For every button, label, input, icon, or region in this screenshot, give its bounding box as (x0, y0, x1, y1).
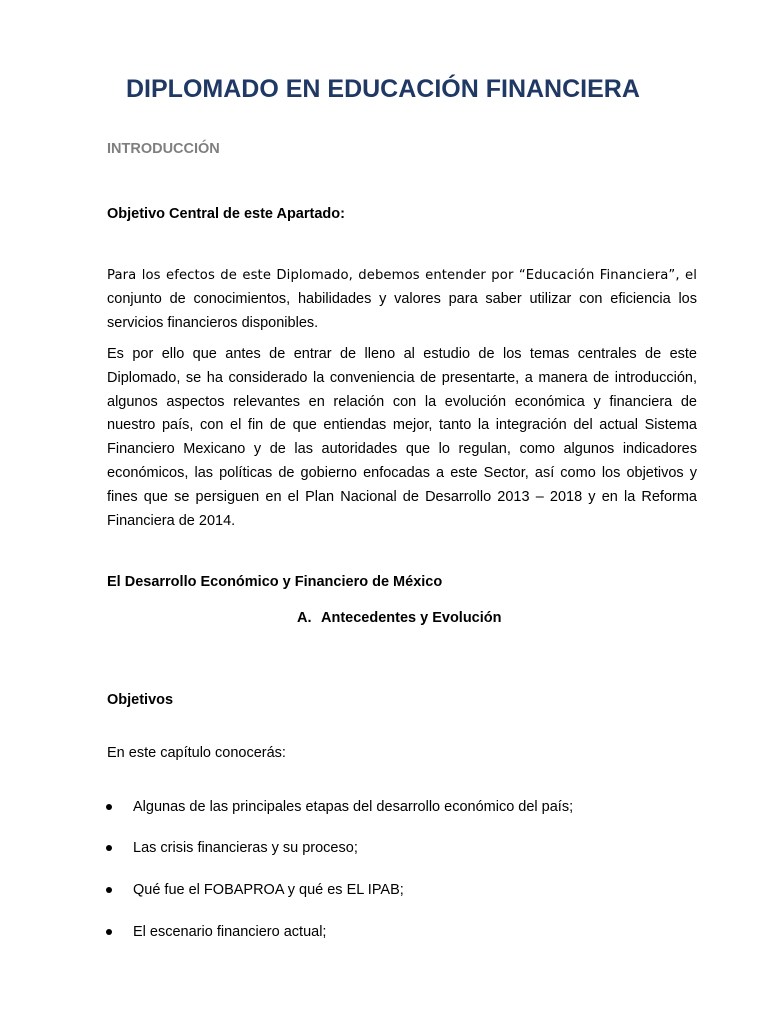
objective-heading: Objetivo Central de este Apartado: (107, 206, 345, 222)
list-item-text: Qué fue el FOBAPROA y qué es EL IPAB; (133, 882, 404, 898)
list-item-text: El escenario financiero actual; (133, 924, 327, 940)
paragraph-definition (107, 264, 697, 335)
bullet-icon (106, 887, 112, 893)
document-title: DIPLOMADO EN EDUCACIÓN FINANCIERA (126, 75, 640, 103)
paragraph-introduction: Es por ello que antes de entrar de lleno al estudio de los temas centrales de este Diplomado, se ha considerado la conveniencia de presentarte, a manera de introducción, algunos aspectos relevantes en relación con la evolución económica y financiera de nuestro país, con el fin de que entiendas mejor, tanto la integración del actual Sistema Financiero Mexicano y de las autoridades que lo regulan, como algunos indicadores económicos, las políticas de gobierno enfocadas a este Sector, así como los objetivos y fines que se persiguen en el Plan Nacional de Desarrollo 2013 – 2018 y en la Reforma Financiera de 2014. (107, 346, 697, 529)
list-item (0, 880, 768, 900)
list-item (0, 797, 768, 817)
chapter-intro: En este capítulo conocerás: (107, 745, 286, 761)
bullet-icon (106, 845, 112, 851)
bullet-icon (106, 929, 112, 935)
list-item (0, 838, 768, 858)
list-item (0, 922, 768, 942)
development-heading: El Desarrollo Económico y Financiero de México (107, 574, 443, 590)
subsection-title: Antecedentes y Evolución (321, 610, 502, 626)
paragraph-definition-lead: Para los efectos de este Diplomado, debemos entender por “Educación Financiera”, el (107, 268, 697, 283)
section-label: INTRODUCCIÓN (107, 141, 220, 157)
list-item-text: Las crisis financieras y su proceso; (133, 840, 358, 856)
paragraph-definition-rest: conjunto de conocimientos, habilidades y valores para saber utilizar con eficiencia los servicios financieros disponibles. (107, 290, 697, 331)
objectives-heading: Objetivos (107, 692, 174, 708)
bullet-icon (106, 804, 112, 810)
subsection-letter: A. (297, 610, 312, 626)
list-item-text: Algunas de las principales etapas del desarrollo económico del país; (133, 799, 574, 815)
subsection-heading (297, 608, 502, 628)
